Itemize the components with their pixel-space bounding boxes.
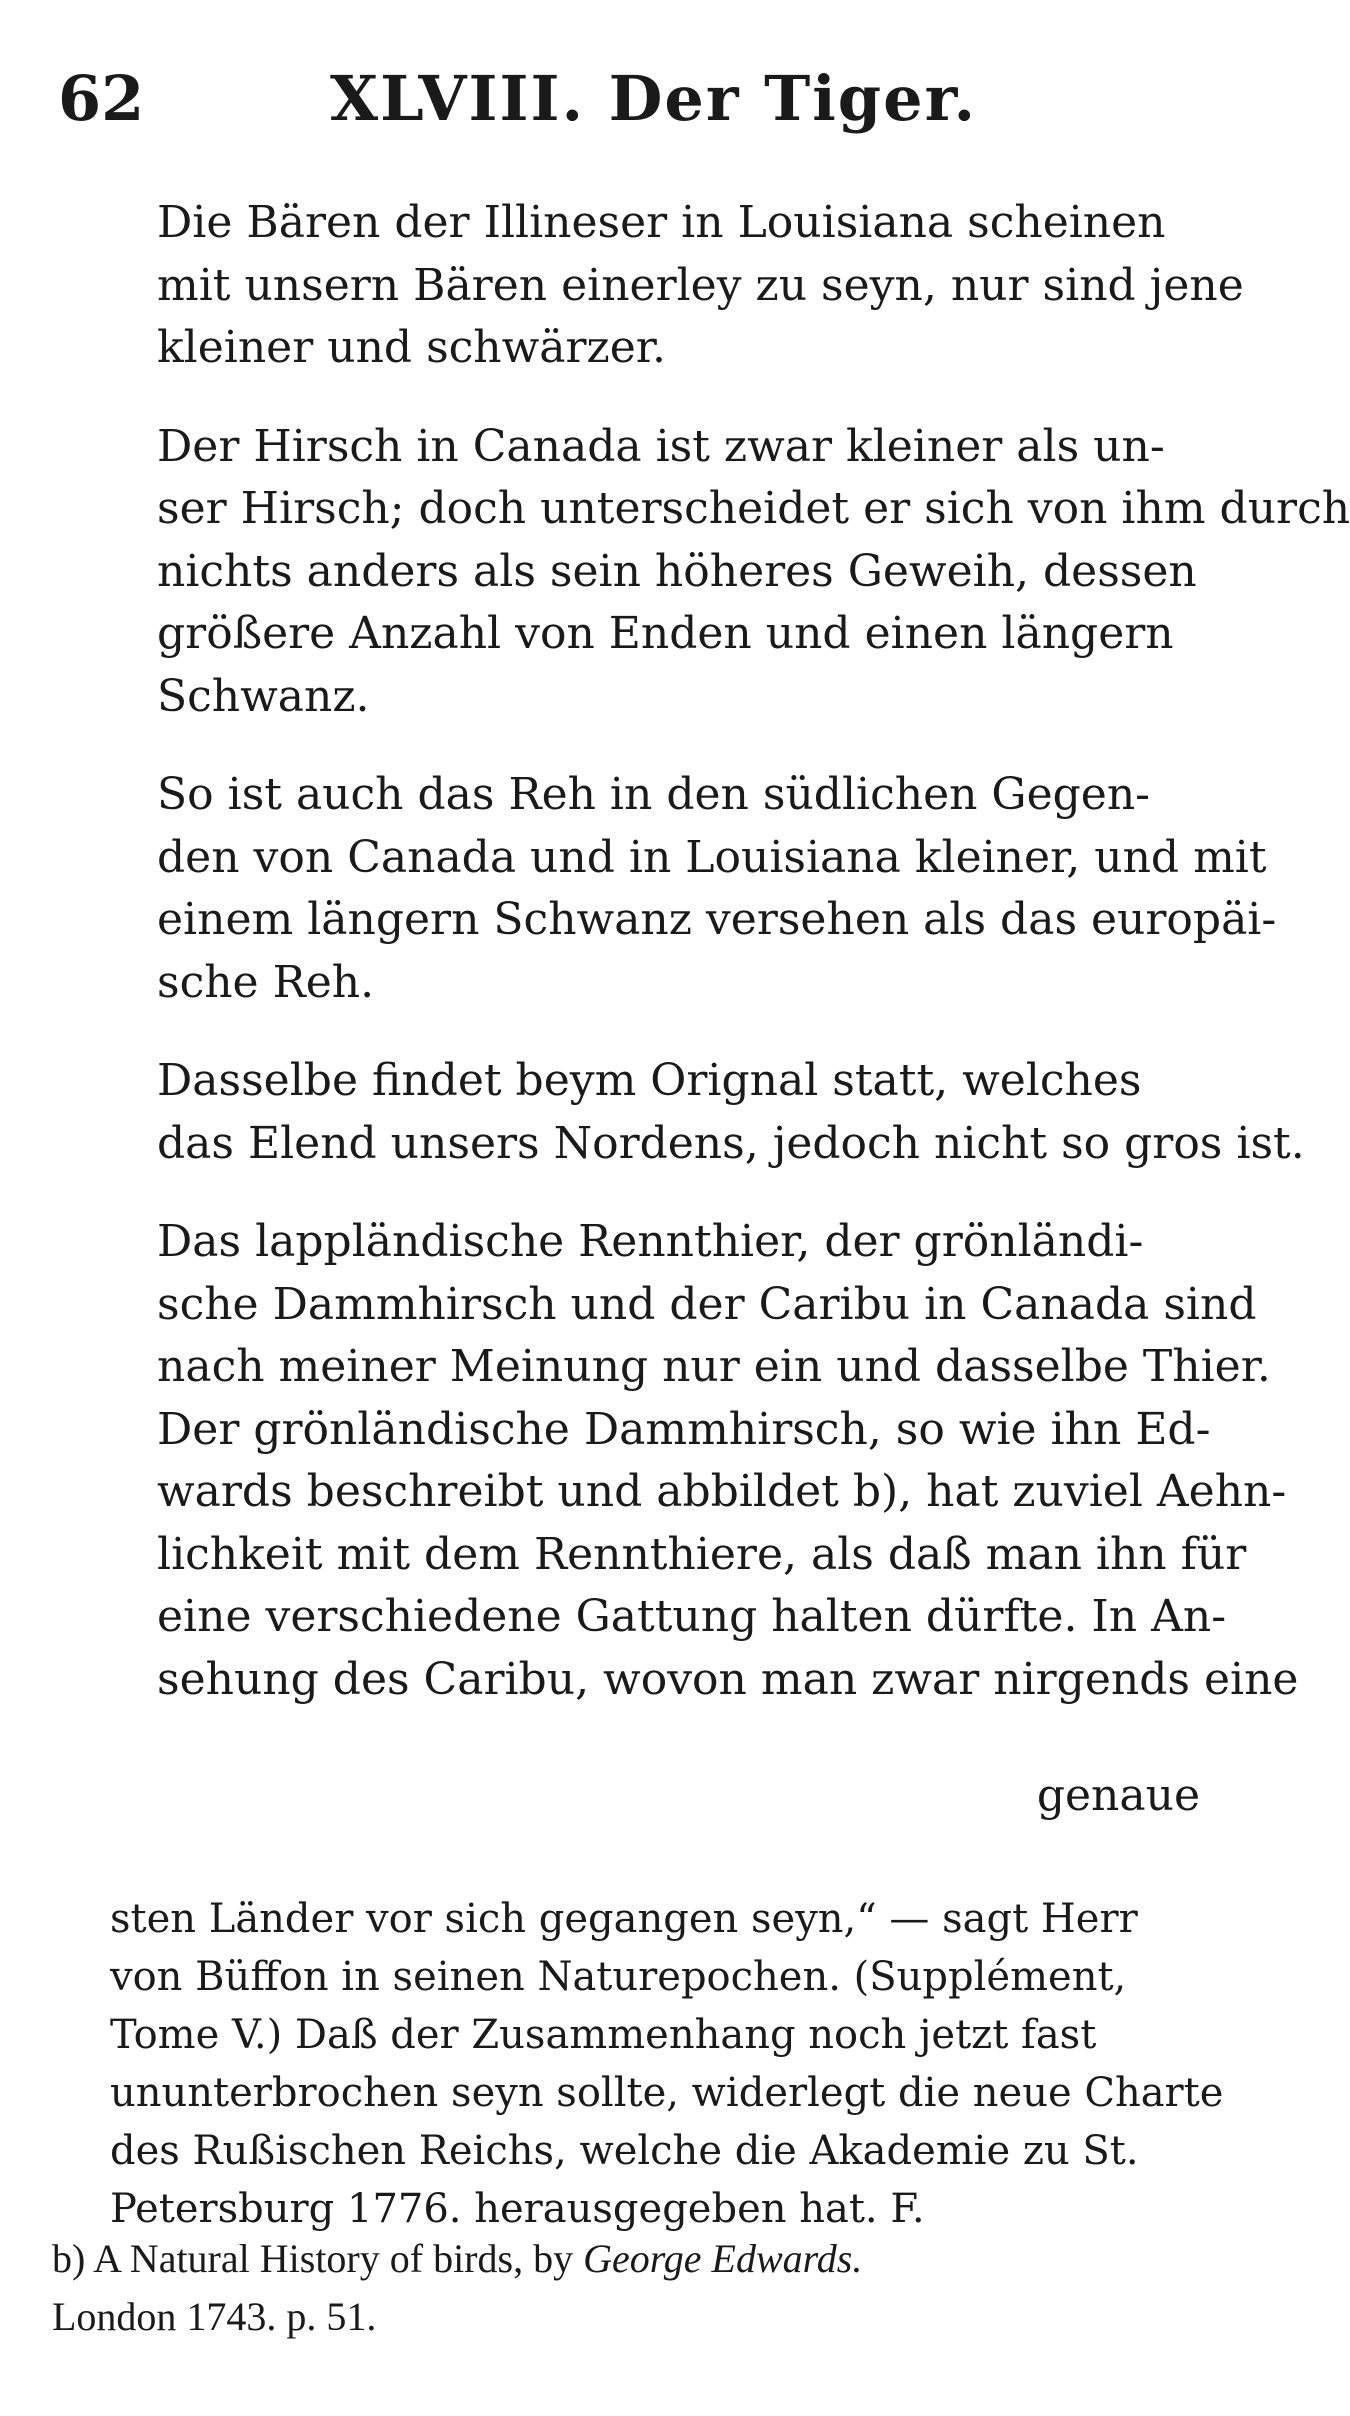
footnote-marker: b) [52,2236,86,2281]
paragraph-roe [62,764,1277,1014]
footnote-line: von Büffon in seinen Naturepochen. (Supplément, [110,1954,1127,2000]
text-line: Das lappländische Rennthier, der grönländi- [157,1216,1144,1267]
text-line: wards beschreibt und abbildet b), hat zuviel Aehn- [157,1466,1287,1517]
paragraph-deer [62,416,1350,729]
text-line: Dasselbe findet beym Orignal statt, welches [157,1055,1142,1106]
footnote-b [52,2230,1202,2346]
running-header [0,62,1248,152]
paragraph-orignal [62,1050,1305,1175]
text-line: So ist auch das Reh in den südlichen Gegen- [157,769,1151,820]
text-line: sche Dammhirsch und der Caribu in Canada sind [157,1278,1257,1330]
text-line: Schwanz. [157,670,370,722]
footnote-line: ununterbrochen seyn sollte, widerlegt die neue Charte [110,2070,1224,2116]
page-number: 62 [58,62,145,135]
text-line: einem längern Schwanz versehen als das europäi- [157,894,1277,945]
footnote-b-line-1 [52,2230,1202,2288]
text-line: eine verschiedene Gattung halten dürfte. In An- [157,1591,1227,1642]
footnote-line: sten Länder vor sich gegangen seyn,“ — sagt Herr [110,1896,1138,1942]
text-line: den von Canada und in Louisiana kleiner, und mit [157,831,1267,883]
text-line: nichts anders als sein höheres Geweih, dessen [157,545,1197,597]
text-line: nach meiner Meinung nur ein und dasselbe Thier. [157,1341,1271,1392]
text-line: sche Reh. [157,956,375,1008]
text-line: mit unsern Bären einerley zu seyn, nur sind jene [157,259,1244,311]
paragraph-reindeer [62,1211,1299,1711]
footnote-continuation [110,1890,1224,2238]
main-text [62,192,1350,1747]
footnote-b-line-2: London 1743. p. 51. [52,2294,377,2339]
text-line: Der Hirsch in Canada ist zwar kleiner als un- [157,420,1165,472]
text-line: Der grönländische Dammhirsch, so wie ihn Ed- [157,1403,1211,1455]
footnote-line: des Rußischen Reichs, welche die Akademie zu St. [110,2128,1139,2174]
chapter-title: XLVIII. Der Tiger. [330,62,978,135]
footnote-line: Petersburg 1776. herausgegeben hat. F. [110,2186,925,2232]
paragraph-bears [62,192,1244,380]
text-line: ser Hirsch; doch unterscheidet er sich von ihm durch [157,483,1350,534]
text-line: lichkeit mit dem Rennthiere, als daß man ihn für [157,1528,1247,1580]
text-line: sehung des Caribu, wovon man zwar nirgends eine [157,1653,1299,1705]
catchword: genaue [1036,1770,1200,1821]
footnote-b-author: George Edwards. [583,2236,863,2281]
footnote-line: Tome V.) Daß der Zusammenhang noch jetzt fast [110,2012,1097,2058]
text-line: größere Anzahl von Enden und einen längern [157,608,1174,659]
footnote-b-text: A Natural History of birds, by [93,2236,584,2281]
text-line: das Elend unsers Nordens, jedoch nicht so gros ist. [157,1117,1305,1169]
text-line: kleiner und schwärzer. [157,322,666,373]
text-line: Die Bären der Illineser in Louisiana scheinen [157,197,1166,248]
